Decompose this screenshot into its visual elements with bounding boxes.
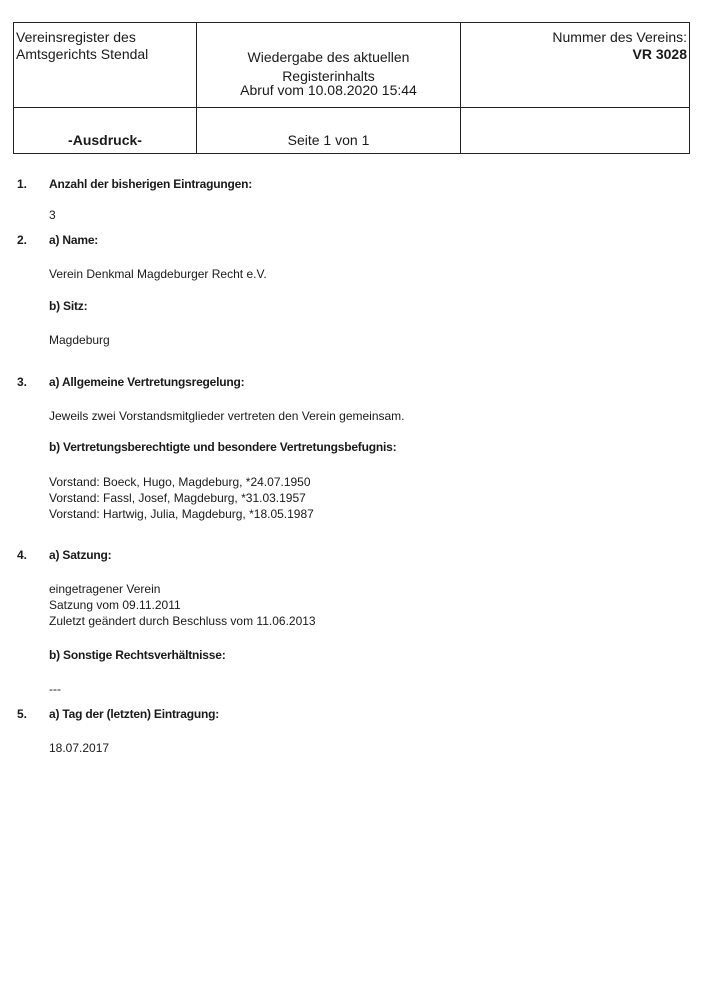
section-number: 3. bbox=[17, 375, 28, 389]
section-heading: b) Vertretungsberechtigte und besondere Vertretungsbefugnis: bbox=[49, 440, 397, 454]
section-number: 5. bbox=[17, 707, 28, 721]
association-seat: Magdeburg bbox=[49, 333, 110, 347]
other-legal-relations: --- bbox=[49, 682, 61, 696]
section-heading: a) Allgemeine Vertretungsregelung: bbox=[49, 375, 245, 389]
association-number: Nummer des Vereins: VR 3028 bbox=[552, 29, 687, 62]
court-name: Vereinsregister des Amtsgerichts Stendal bbox=[16, 29, 149, 62]
section-heading: b) Sonstige Rechtsverhältnisse: bbox=[49, 648, 226, 662]
header-divider bbox=[14, 107, 689, 108]
association-name: Verein Denkmal Magdeburger Recht e.V. bbox=[49, 267, 267, 281]
section-heading: Anzahl der bisherigen Eintragungen: bbox=[49, 177, 253, 191]
board-members-list bbox=[49, 474, 314, 522]
document-title: Wiedergabe des aktuellen Registerinhalts Abruf vom 10.08.2020 15:44 bbox=[197, 49, 460, 97]
section-number: 1. bbox=[17, 177, 28, 191]
retrieval-timestamp: Abruf vom 10.08.2020 15:44 bbox=[240, 82, 417, 98]
last-entry-date: 18.07.2017 bbox=[49, 741, 110, 755]
page-indicator: Seite 1 von 1 bbox=[287, 132, 370, 148]
register-header-table bbox=[13, 22, 690, 154]
board-member: Vorstand: Boeck, Hugo, Magdeburg, *24.07.1950 bbox=[49, 475, 311, 489]
section-number: 2. bbox=[17, 233, 28, 247]
section-heading: a) Name: bbox=[49, 233, 99, 247]
representation-rule: Jeweils zwei Vorstandsmitglieder vertreten den Verein gemeinsam. bbox=[49, 409, 405, 423]
statute-info: eingetragener Verein Satzung vom 09.11.2011 Zuletzt geändert durch Beschluss vom 11.06.2013 bbox=[49, 582, 316, 628]
printout-label: -Ausdruck- bbox=[68, 132, 142, 148]
section-heading: a) Tag der (letzten) Eintragung: bbox=[49, 707, 220, 721]
section-number: 4. bbox=[17, 548, 28, 562]
board-member: Vorstand: Fassl, Josef, Magdeburg, *31.03.1957 bbox=[49, 491, 306, 505]
section-heading: a) Satzung: bbox=[49, 548, 112, 562]
section-heading: b) Sitz: bbox=[49, 299, 88, 313]
header-divider bbox=[460, 23, 461, 153]
register-number: VR 3028 bbox=[632, 46, 687, 62]
entries-count: 3 bbox=[49, 208, 56, 222]
board-member: Vorstand: Hartwig, Julia, Magdeburg, *18.05.1987 bbox=[49, 507, 314, 521]
